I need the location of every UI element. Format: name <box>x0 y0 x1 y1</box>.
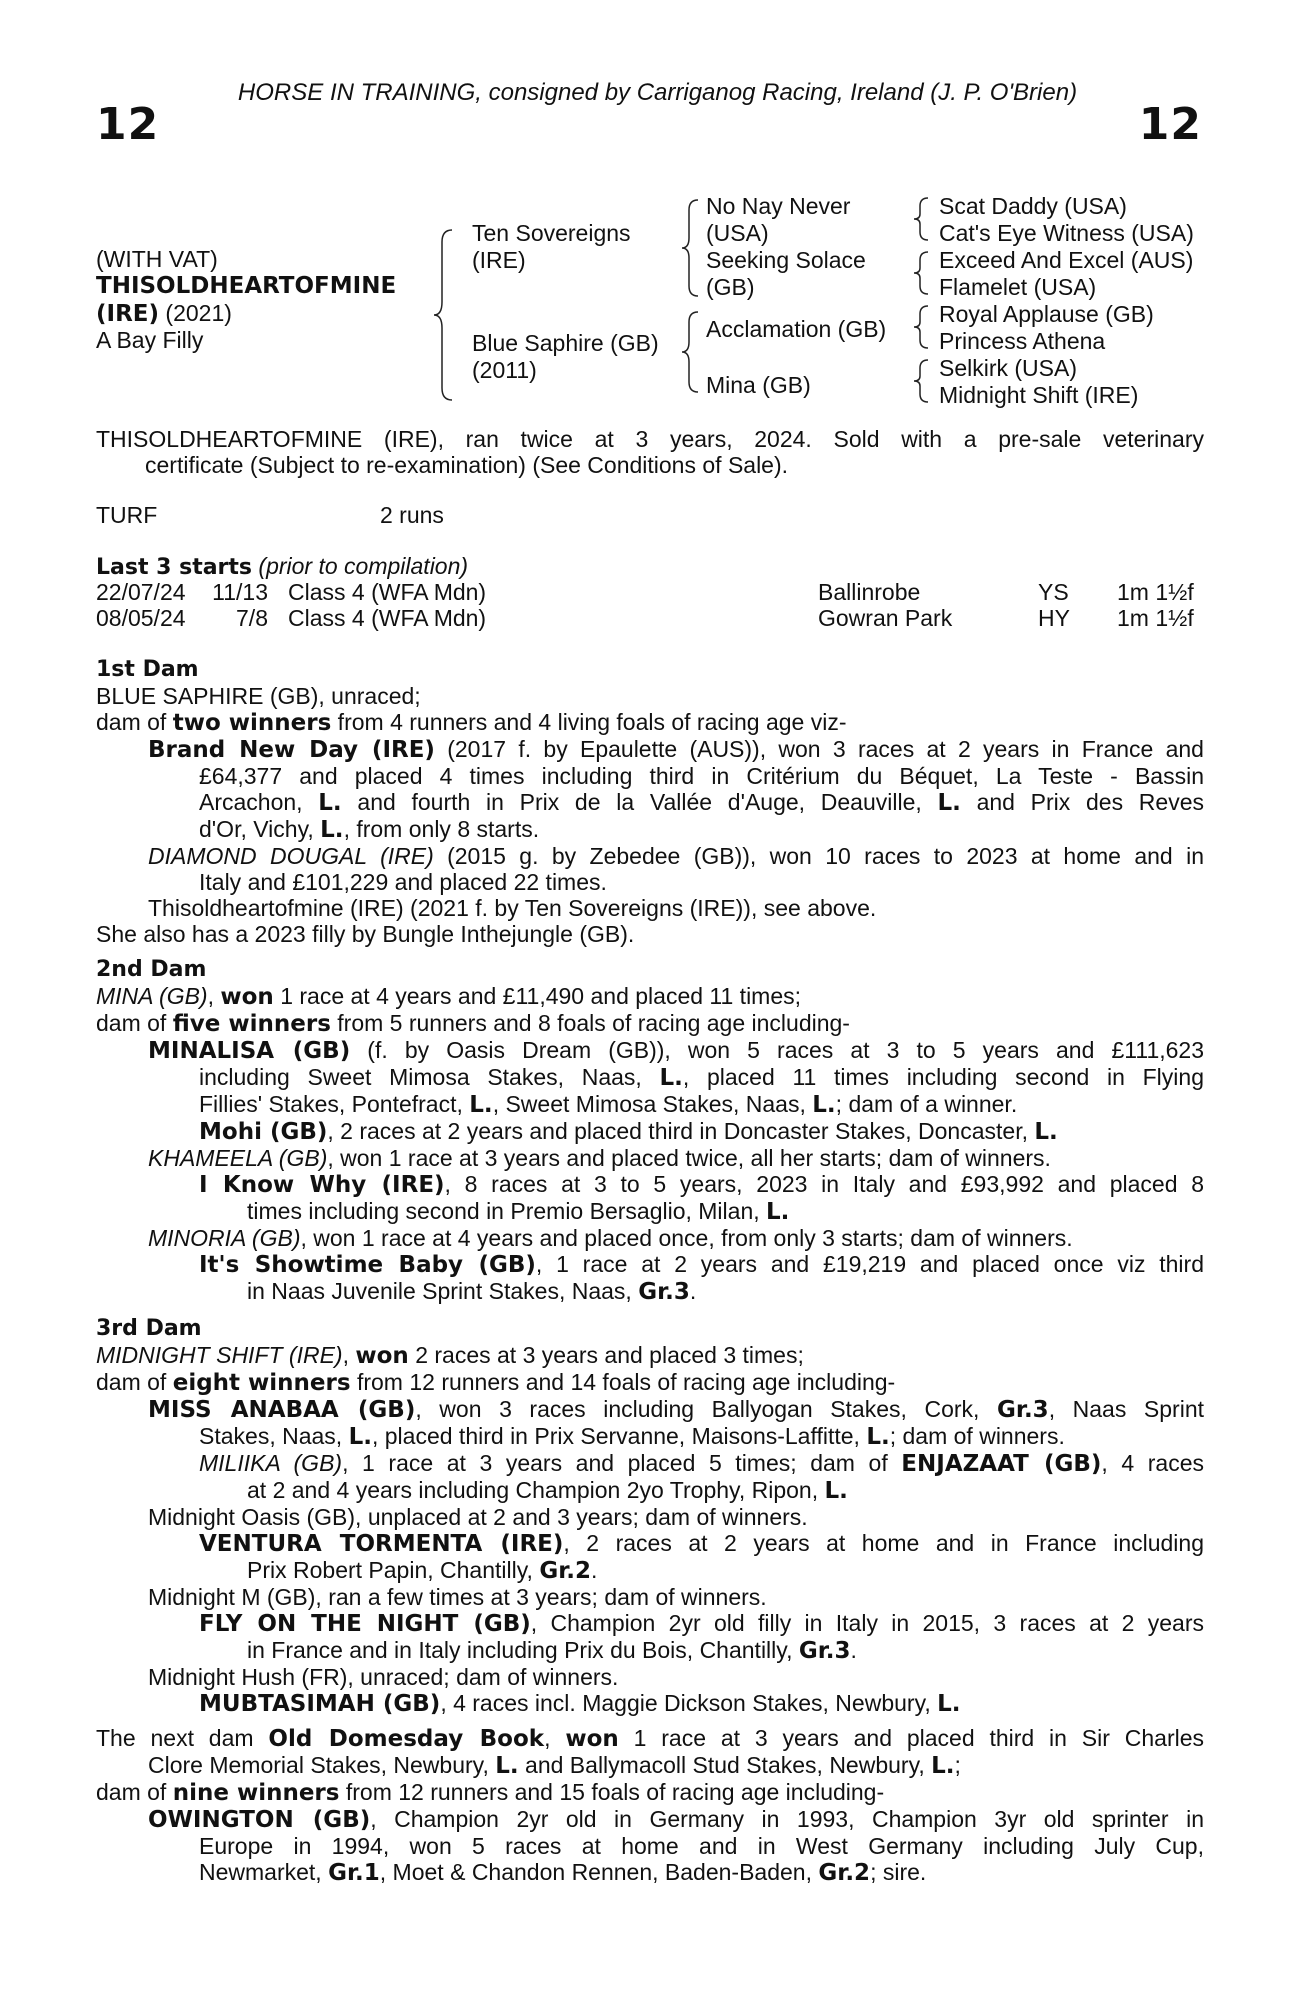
turf-label: TURF <box>96 502 158 528</box>
horse-vat: (WITH VAT) <box>96 246 218 272</box>
horse-origin: (IRE) (2021) <box>96 300 232 327</box>
ped-ddd: Midnight Shift (IRE) <box>939 382 1139 408</box>
dam-dam: Mina (GB) <box>706 372 811 398</box>
first-dam-section: 1st Dam BLUE SAPHIRE (GB), unraced; dam of two winners from 4 runners and 4 living foals of racing age viz- Brand New Day (IRE) (2017 f. by Epaulette (AUS)), won 3 races at 2 years in France and £64,377 and placed 4 times including third in Critérium du Béquet, La Teste - Bassin Arcachon, L. and fourth in Prix de la Vallée d'Auge, Deauville, L. and Prix des Reves d'Or, Vichy, L., from only 8 starts. DIAMOND DOUGAL (IRE) (2015 g. by Zebedee (GB)), won 10 races to 2023 at home and in Italy and £101,229 and placed 22 times. Thisoldheartofmine (IRE) (2021 f. by Ten Sovereigns (IRE)), see above. She also has a 2023 filly by Bungle Inthejungle (GB). <box>96 657 1204 947</box>
brace-3d <box>912 356 934 406</box>
horse-name: THISOLDHEARTOFMINE <box>96 273 397 299</box>
next-dam-section: The next dam Old Domesday Book, won 1 race at 3 years and placed third in Sir Charles Clore Memorial Stakes, Newbury, L. and Ballymacoll Stud Stakes, Newbury, L.; dam of nine winners from 12 runners and 15 foals of racing age including- OWINGTON (GB), Champion 2yr old in Germany in 1993, Champion 3yr old sprinter in Europe in 1994, won 5 races at home and in West Germany including July Cup, Newmarket, Gr.1, Moet & Chandon Rennen, Baden-Baden, Gr.2; sire. <box>96 1725 1205 1886</box>
brace-3b <box>912 248 934 298</box>
catalogue-header: HORSE IN TRAINING, consigned by Carriganog Racing, Ireland (J. P. O'Brien) <box>237 79 1078 106</box>
turf-runs: 2 runs <box>380 502 444 528</box>
lot-number-left: 12 <box>96 99 160 150</box>
race-summary: THISOLDHEARTOFMINE (IRE), ran twice at 3 years, 2024. Sold with a pre-sale veterinary certificate (Subject to re-examination) (See Conditions of Sale). <box>96 426 1204 478</box>
ped-dsd: Princess Athena <box>939 328 1106 354</box>
lot-number-right: 12 <box>1138 99 1202 150</box>
ped-dss: Royal Applause (GB) <box>939 301 1154 327</box>
brace-3a <box>912 194 934 244</box>
ped-dds: Selkirk (USA) <box>939 355 1078 381</box>
third-dam-section: 3rd Dam MIDNIGHT SHIFT (IRE), won 2 races at 3 years and placed 3 times; dam of eight winners from 12 runners and 14 foals of racing age including- MISS ANABAA (GB), won 3 races including Ballyogan Stakes, Cork, Gr.3, Naas Sprint Stakes, Naas, L., placed third in Prix Servanne, Maisons-Laffitte, L.; dam of winners. MILIIKA (GB), 1 race at 3 years and placed 5 times; dam of ENJAZAAT (GB), 4 races at 2 and 4 years including Champion 2yo Trophy, Ripon, L. Midnight Oasis (GB), unplaced at 2 and 3 years; dam of winners. VENTURA TORMENTA (IRE), 2 races at 2 years at home and in France including Prix Robert Papin, Chantilly, Gr.2. Midnight M (GB), ran a few times at 3 years; dam of winners. FLY ON THE NIGHT (GB), Champion 2yr old filly in Italy in 2015, 3 races at 2 years in France and in Italy including Prix du Bois, Chantilly, Gr.3. Midnight Hush (FR), unraced; dam of winners. MUBTASIMAH (GB), 4 races incl. Maggie Dickson Stakes, Newbury, L. <box>96 1316 1204 1717</box>
pedigree-brace-main <box>432 226 462 404</box>
brace-3c <box>912 302 934 352</box>
ped-sds: Exceed And Excel (AUS) <box>939 247 1194 273</box>
ped-sss: Scat Daddy (USA) <box>939 193 1127 219</box>
sire-dam: Seeking Solace (GB) <box>706 247 866 300</box>
pedigree-brace-dam <box>680 308 706 396</box>
second-dam-section: 2nd Dam MINA (GB), won 1 race at 4 years and £11,490 and placed 11 times; dam of five winners from 5 runners and 8 foals of racing age including- MINALISA (GB) (f. by Oasis Dream (GB)), won 5 races at 3 to 5 years and £111,623 including Sweet Mimosa Stakes, Naas, L., placed 11 times including second in Flying Fillies' Stakes, Pontefract, L., Sweet Mimosa Stakes, Naas, L.; dam of a winner. Mohi (GB), 2 races at 2 years and placed third in Doncaster Stakes, Doncaster, L. KHAMEELA (GB), won 1 race at 3 years and placed twice, all her starts; dam of winners. I Know Why (IRE), 8 races at 3 to 5 years, 2023 in Italy and £93,992 and placed 8 times including second in Premio Bersaglio, Milan, L. MINORIA (GB), won 1 race at 4 years and placed once, from only 3 starts; dam of winners. It's Showtime Baby (GB), 1 race at 2 years and £19,219 and placed once viz third in Naas Juvenile Sprint Stakes, Naas, Gr.3. <box>96 957 1204 1305</box>
start-row: 22/07/24 11/13 Class 4 (WFA Mdn) Ballinrobe YS 1m 1½f 08/05/24 7/8 Class 4 (WFA Mdn) Gowran Park HY 1m 1½f <box>96 579 1194 631</box>
pedigree-brace-sire <box>680 196 706 300</box>
ped-ssd: Cat's Eye Witness (USA) <box>939 220 1194 246</box>
dam-sire: Acclamation (GB) <box>706 316 887 342</box>
sire: Ten Sovereigns (IRE) <box>472 220 631 273</box>
last-starts-heading: Last 3 starts (prior to compilation) <box>96 553 469 580</box>
horse-description: A Bay Filly <box>96 327 204 353</box>
dam: Blue Saphire (GB) (2011) <box>472 330 659 383</box>
sire-sire: No Nay Never (USA) <box>706 193 851 246</box>
ped-sdd: Flamelet (USA) <box>939 274 1097 300</box>
